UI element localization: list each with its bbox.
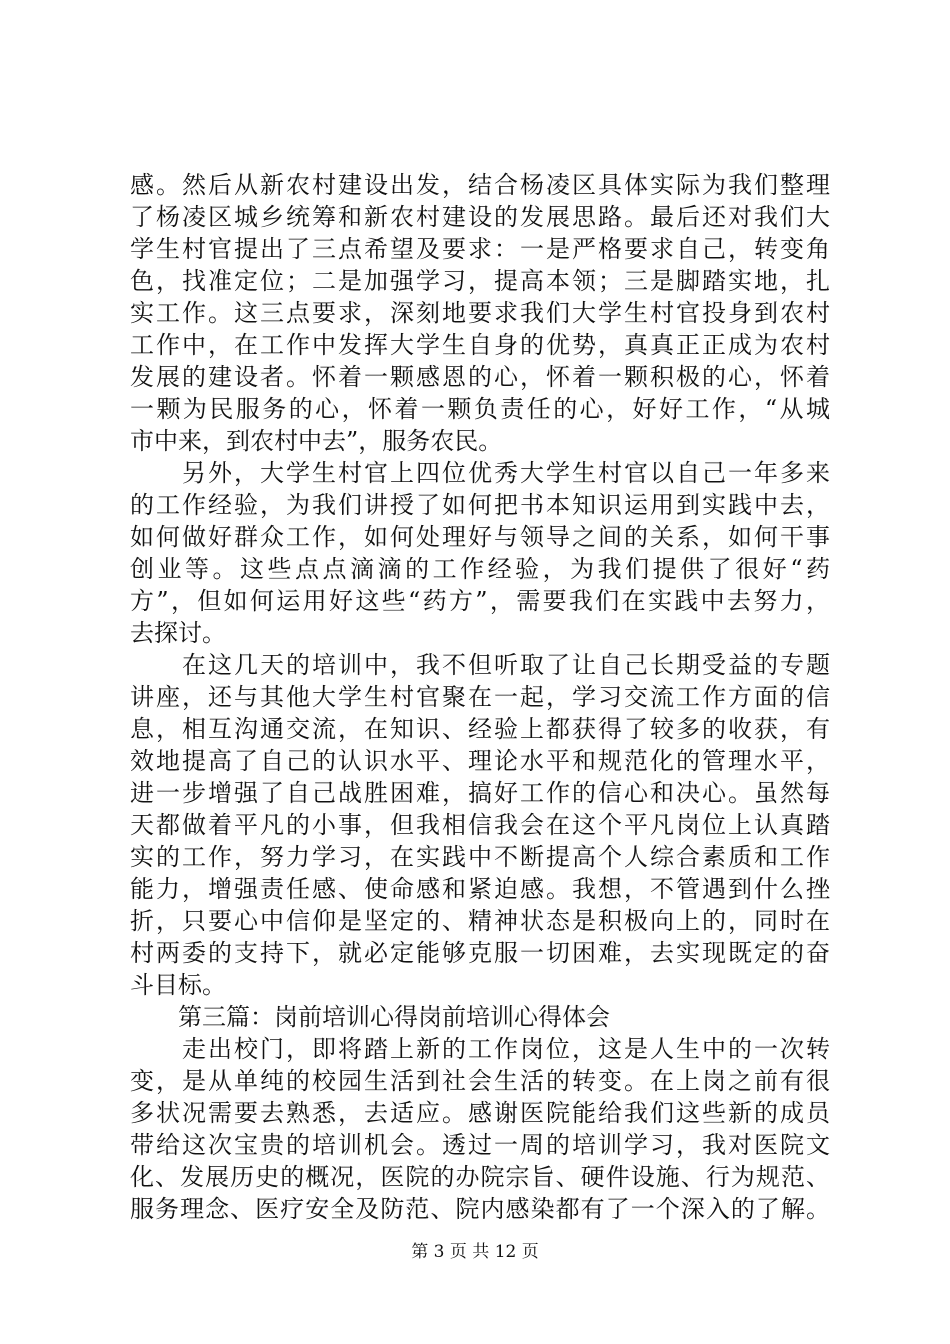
text-line: 创业等。这些点点滴滴的工作经验，为我们提供了很好“药: [130, 555, 830, 583]
page-footer: 第 3 页 共 12 页: [411, 1242, 539, 1262]
text-line: 斗目标。: [130, 971, 226, 999]
text-line: 讲座，还与其他大学生村官聚在一起，学习交流工作方面的信: [130, 683, 830, 711]
text-line: 走出校门，即将踏上新的工作岗位，这是人生中的一次转: [130, 1035, 830, 1063]
text-line: 折，只要心中信仰是坚定的、精神状态是积极向上的，同时在: [130, 907, 830, 935]
body-text: [130, 169, 830, 1225]
text-line: 如何做好群众工作，如何处理好与领导之间的关系，如何干事: [130, 523, 830, 551]
text-line: 另外，大学生村官上四位优秀大学生村官以自己一年多来: [130, 459, 830, 487]
text-line: 化、发展历史的概况，医院的办院宗旨、硬件设施、行为规范、: [130, 1163, 830, 1191]
text-line: 发展的建设者。怀着一颗感恩的心，怀着一颗积极的心，怀着: [130, 363, 830, 391]
text-line: 学生村官提出了三点希望及要求：一是严格要求自己，转变角: [130, 235, 830, 263]
text-line: 息，相互沟通交流，在知识、经验上都获得了较多的收获，有: [130, 715, 830, 743]
text-line: 带给这次宝贵的培训机会。透过一周的培训学习，我对医院文: [130, 1131, 830, 1159]
text-line: 效地提高了自己的认识水平、理论水平和规范化的管理水平，: [130, 747, 830, 775]
text-line: 村两委的支持下，就必定能够克服一切困难，去实现既定的奋: [130, 939, 830, 967]
text-line: 在这几天的培训中，我不但听取了让自己长期受益的专题: [130, 651, 830, 679]
text-line: 变，是从单纯的校园生活到社会生活的转变。在上岗之前有很: [130, 1067, 830, 1095]
text-line: 去探讨。: [130, 619, 226, 647]
text-line: 方”，但如何运用好这些“药方”，需要我们在实践中去努力，: [130, 587, 830, 615]
text-line: 实工作。这三点要求，深刻地要求我们大学生村官投身到农村: [130, 299, 830, 327]
text-line: 色，找准定位；二是加强学习，提高本领；三是脚踏实地，扎: [130, 267, 830, 295]
text-line: 市中来，到农村中去”，服务农民。: [130, 427, 503, 455]
section-heading: 第三篇：岗前培训心得岗前培训心得体会: [130, 1003, 610, 1031]
text-line: 一颗为民服务的心，怀着一颗负责任的心，好好工作，“从城: [130, 395, 830, 423]
text-line: 感。然后从新农村建设出发，结合杨凌区具体实际为我们整理: [130, 171, 830, 199]
text-line: 服务理念、医疗安全及防范、院内感染都有了一个深入的了解。: [130, 1195, 830, 1223]
text-line: 能力，增强责任感、使命感和紧迫感。我想，不管遇到什么挫: [130, 875, 830, 903]
text-line: 多状况需要去熟悉，去适应。感谢医院能给我们这些新的成员: [130, 1099, 830, 1127]
text-line: 实的工作，努力学习，在实践中不断提高个人综合素质和工作: [130, 843, 830, 871]
text-line: 了杨凌区城乡统筹和新农村建设的发展思路。最后还对我们大: [130, 203, 830, 231]
text-line: 进一步增强了自己战胜困难，搞好工作的信心和决心。虽然每: [130, 779, 830, 807]
text-line: 工作中，在工作中发挥大学生自身的优势，真真正正成为农村: [130, 331, 830, 359]
text-line: 天都做着平凡的小事，但我相信我会在这个平凡岗位上认真踏: [130, 811, 830, 839]
text-line: 的工作经验，为我们讲授了如何把书本知识运用到实践中去，: [130, 491, 830, 519]
